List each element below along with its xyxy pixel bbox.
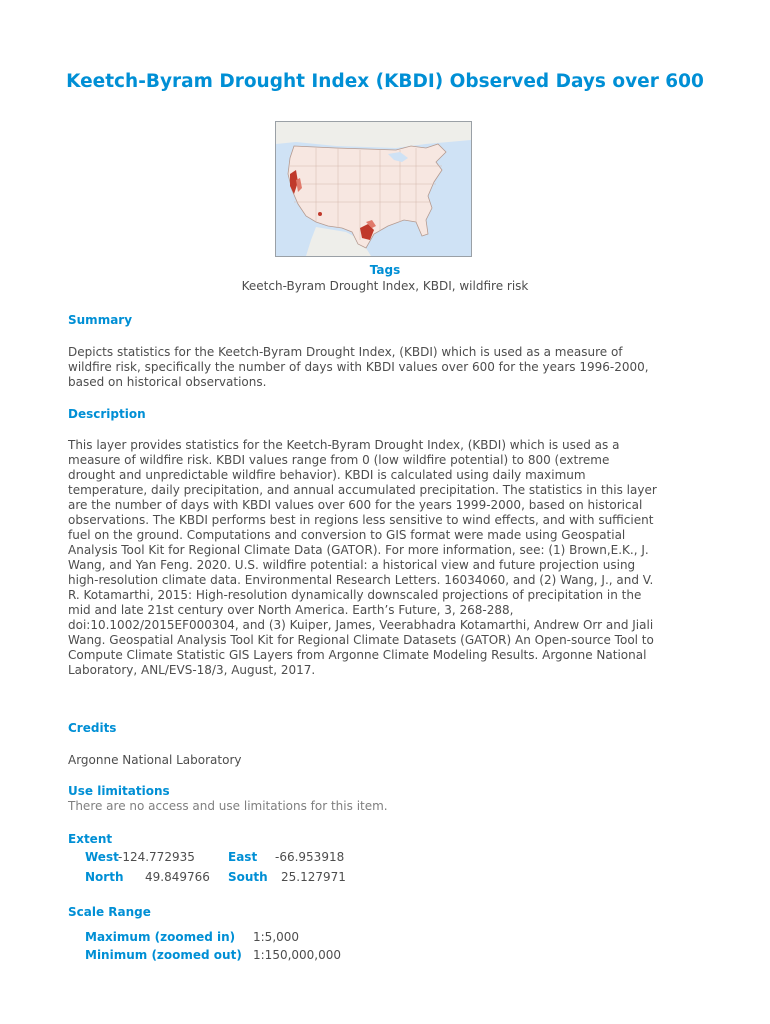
- description-text: This layer provides statistics for the Keetch-Byram Drought Index, (KBDI) which is used as a measure of wildfire risk. KBDI values range from 0 (low wildfire potential) to 800 (extreme drought and unpredictable wildfire behavior). KBDI is calculated using daily maximum temperature, daily precipitation, and annual accumulated precipitation. The statistics in this layer are the number of days with KBDI values over 600 for the years 1999-2000, based on historical observations. The KBDI performs best in regions less sensitive to wind effects, and with sufficient fuel on the ground. Computations and conversion to GIS format were made using Geospatial Analysis Tool Kit for Regional Climate Data (GATOR). For more information, see: (1) Brown,E.K., J. Wang, and Yan Feng. 2020. U.S. wildfire potential: a historical view and future projection using high-resolution climate data. Environmental Research Letters. 16034060, and (2) Wang, J., and V. R. Kotamarthi, 2015: High-resolution dynamically downscaled projections of precipitation in the mid and late 21st century over North America. Earth’s Future, 3, 268-288, doi:10.1002/2015EF000304, and (3) Kuiper, James, Veerabhadra Kotamarthi, Andrew Orr and Jiali Wang. Geospatial Analysis Tool Kit for Regional Climate Datasets (GATOR) An Open-source Tool to Compute Climate Statistic GIS Layers from Argonne Climate Modeling Results. Argonne National Laboratory, ANL/EVS-18/3, August, 2017.: [68, 438, 657, 677]
- description-heading: Description: [68, 407, 146, 421]
- page-title: Keetch-Byram Drought Index (KBDI) Observed Days over 600: [66, 71, 704, 92]
- extent-west-label: West: [85, 850, 119, 864]
- extent-south-label: South: [228, 870, 268, 884]
- scale-min-value: 1:150,000,000: [253, 948, 342, 962]
- extent-north-label: North: [85, 870, 124, 884]
- summary-text: Depicts statistics for the Keetch-Byram Drought Index, (KBDI) which is used as a measure of wildfire risk, specifically the number of days with KBDI values over 600 for the years 1996-2000, based on historical observations.: [68, 345, 649, 389]
- use-limitations-text: There are no access and use limitations for this item.: [68, 799, 388, 813]
- extent-west-value: -124.772935: [118, 850, 195, 864]
- scale-range-heading: Scale Range: [68, 905, 151, 919]
- extent-north-value: 49.849766: [145, 870, 210, 884]
- extent-east-value: -66.953918: [275, 850, 345, 864]
- us-map-icon: [276, 122, 471, 256]
- us-map-thumbnail: [275, 121, 472, 257]
- extent-south-value: 25.127971: [281, 870, 346, 884]
- credits-heading: Credits: [68, 721, 117, 735]
- tags-heading: Tags: [369, 263, 401, 277]
- use-limitations-heading: Use limitations: [68, 784, 170, 798]
- scale-min-label: Minimum (zoomed out): [85, 948, 242, 962]
- summary-heading: Summary: [68, 313, 133, 327]
- extent-east-label: East: [228, 850, 258, 864]
- extent-heading: Extent: [68, 832, 113, 846]
- credits-text: Argonne National Laboratory: [68, 753, 242, 767]
- tags-value: Keetch-Byram Drought Index, KBDI, wildfire risk: [241, 279, 529, 293]
- scale-max-value: 1:5,000: [253, 930, 300, 944]
- scale-max-label: Maximum (zoomed in): [85, 930, 236, 944]
